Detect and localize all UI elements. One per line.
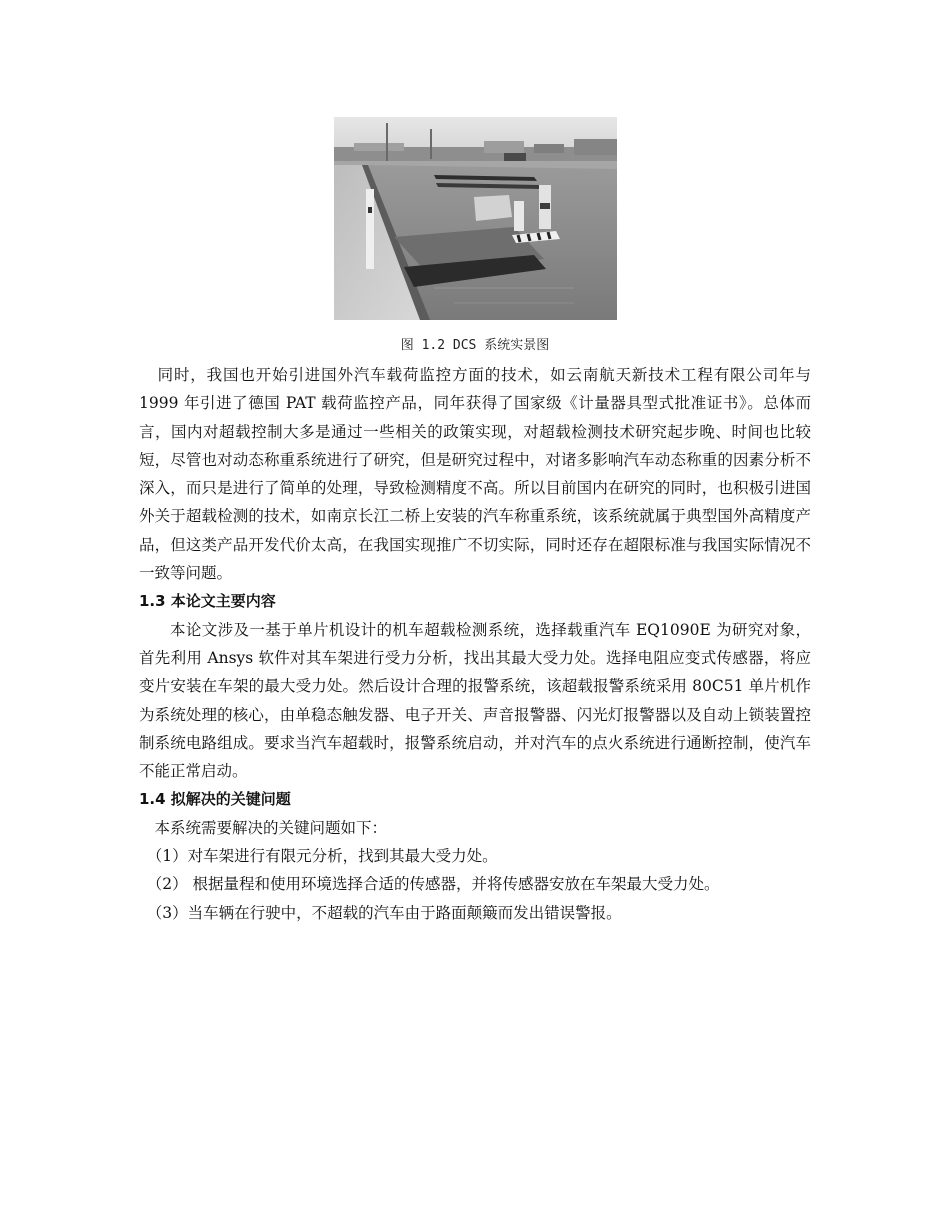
heading-1-3: 1.3 本论文主要内容: [139, 592, 276, 611]
list-item: （1）对车架进行有限元分析，找到其最大受力处。: [146, 847, 498, 866]
document-body: [139, 361, 811, 927]
paragraph-1-3: 本论文涉及一基于单片机设计的机车超载检测系统，选择载重汽车 EQ1090E 为研究对象，首先利用 Ansys 软件对其车架进行受力分析，找出其最大受力处。选择电阻应变式传感器，将应变片安装在车架的最大受力处。然后设计合理的报警系统，该超载报警系统采用 80C51 单片机作为系统处理的核心，由单稳态触发器、电子开关、声音报警器、闪光灯报警器以及自动上锁装置控制系统电路组成。要求当汽车超载时，报警系统启动，并对汽车的点火系统进行通断控制，使汽车不能正常启动。: [139, 620, 811, 781]
paragraph-1-4-intro: 本系统需要解决的关键问题如下：: [154, 818, 388, 837]
figure-caption: 图 1.2 DCS 系统实景图: [400, 338, 550, 353]
photo-illustration: [334, 117, 617, 320]
list-item: （3）当车辆在行驶中，不超载的汽车由于路面颠簸而发出错误警报。: [146, 903, 622, 922]
list-item: （2） 根据量程和使用环境选择合适的传感器，并将传感器安放在车架最大受力处。: [146, 875, 720, 894]
road-weigh-station-photo: [334, 117, 617, 320]
heading-1-4: 1.4 拟解决的关键问题: [139, 790, 291, 809]
paragraph-1-2: 同时，我国也开始引进国外汽车载荷监控方面的技术，如云南航天新技术工程有限公司年与 1999 年引进了德国 PAT 载荷监控产品，同年获得了国家级《计量器具型式批准证书》。总体而言，国内对超载控制大多是通过一些相关的政策实现，对超载检测技术研究起步晚、时间也比较短，尽管也对动态称重系统进行了研究，但是研究过程中，对诸多影响汽车动态称重的因素分析不深入，而只是进行了简单的处理，导致检测精度不高。所以目前国内在研究的同时，也积极引进国外关于超载检测的技术，如南京长江二桥上安装的汽车称重系统，该系统就属于典型国外高精度产品，但这类产品开发代价太高，在我国实现推广不切实际，同时还存在超限标准与我国实际情况不一致等问题。: [139, 366, 811, 583]
